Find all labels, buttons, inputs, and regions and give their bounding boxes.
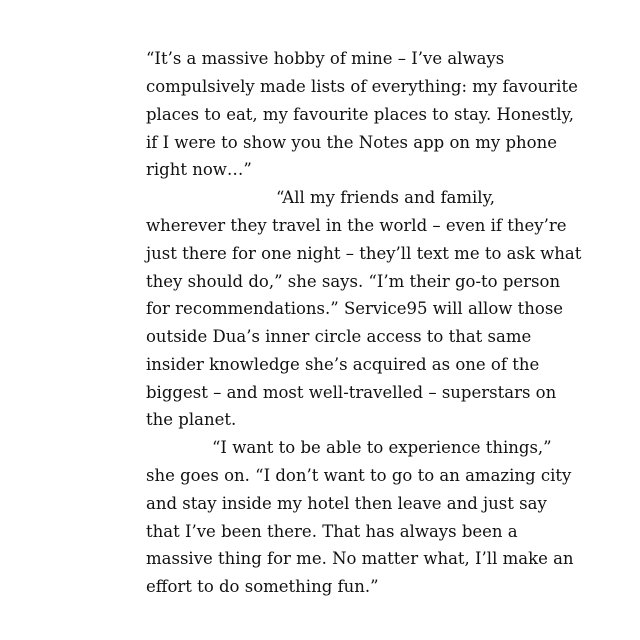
paragraph-1-line-2: compulsively made lists of everything: my favourite [146, 77, 578, 96]
paragraph-2-line-3: just there for one night – they’ll text me to ask what [146, 244, 582, 263]
paragraph-2-line-7: insider knowledge she’s acquired as one of the [146, 355, 540, 374]
paragraph-3-line-4: that I’ve been there. That has always been a [146, 522, 518, 541]
paragraph-2-line-6: outside Dua’s inner circle access to that same [146, 327, 532, 346]
paragraph-3-line-1: “I want to be able to experience things,” [212, 438, 552, 457]
paragraph-1-line-3: places to eat, my favourite places to stay. Honestly, [146, 105, 574, 124]
paragraph-2-line-5: for recommendations.” Service95 will allow those [146, 299, 564, 318]
paragraph-2-line-2: wherever they travel in the world – even if they’re [146, 216, 567, 235]
paragraph-2-line-1: “All my friends and family, [276, 188, 495, 207]
paragraph-1-line-4: if I were to show you the Notes app on my phone [146, 133, 557, 152]
paragraph-2-line-4: they should do,” she says. “I’m their go-to person [146, 272, 561, 291]
paragraph-2-line-8: biggest – and most well-travelled – superstars on [146, 383, 557, 402]
paragraph-2-line-9: the planet. [146, 410, 237, 429]
paragraph-3-line-5: massive thing for me. No matter what, I’ll make an [146, 549, 574, 568]
paragraph-3-line-6: effort to do something fun.” [146, 577, 379, 596]
paragraph-1-line-5: right now…” [146, 160, 252, 179]
paragraph-3-line-3: and stay inside my hotel then leave and just say [146, 494, 547, 513]
paragraph-3-line-2: she goes on. “I don’t want to go to an amazing city [146, 466, 572, 485]
paragraph-1-line-1: “It’s a massive hobby of mine – I’ve always [146, 49, 505, 68]
